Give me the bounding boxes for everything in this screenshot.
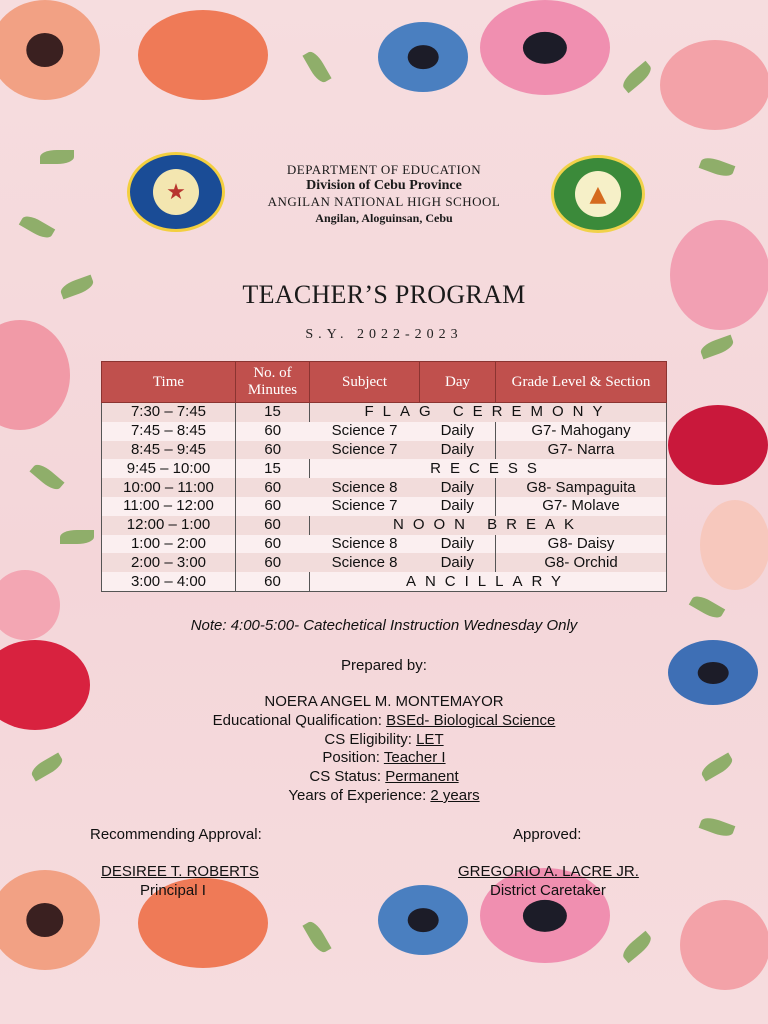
leaf-icon [302, 919, 331, 955]
section-cell: G8- Daisy [496, 535, 667, 554]
column-header-day: Day [420, 362, 496, 403]
schedule-note: Note: 4:00-5:00- Catechetical Instruction Wednesday Only [190, 617, 578, 634]
minutes-cell: 60 [236, 478, 310, 497]
table-row [102, 497, 667, 516]
column-header-section: Grade Level & Section [496, 362, 667, 403]
column-header-time: Time [102, 362, 236, 403]
time-cell: 9:45 – 10:00 [102, 459, 236, 478]
leaf-icon [29, 461, 64, 494]
leaf-icon [619, 61, 654, 94]
time-cell: 10:00 – 11:00 [102, 478, 236, 497]
flower-icon [680, 900, 768, 990]
position-label: Position: [322, 749, 384, 766]
table-row [102, 535, 667, 554]
flower-icon [0, 870, 100, 970]
table-row [102, 441, 667, 460]
activity-cell: FLAG CEREMONY [310, 403, 667, 422]
time-cell: 12:00 – 1:00 [102, 516, 236, 535]
flower-icon [480, 0, 610, 95]
recommending-title: Principal I [140, 882, 206, 899]
subject-cell: Science 7 [310, 422, 420, 441]
day-cell: Daily [420, 422, 496, 441]
qualification-line [0, 712, 768, 729]
table-row [102, 403, 667, 422]
school-year: S.Y. 2022-2023 [305, 327, 463, 342]
time-cell: 7:30 – 7:45 [102, 403, 236, 422]
leaf-icon [302, 49, 331, 85]
division-name: Division of Cebu Province [306, 178, 462, 193]
approved-name: GREGORIO A. LACRE JR. [458, 863, 639, 880]
position-value: Teacher I [383, 749, 446, 766]
eligibility-line [0, 731, 768, 748]
time-cell: 3:00 – 4:00 [102, 572, 236, 591]
section-cell: G7- Narra [496, 441, 667, 460]
leaf-icon [60, 530, 94, 544]
column-header-minutes: No. of Minutes [236, 362, 310, 403]
time-cell: 11:00 – 12:00 [102, 497, 236, 516]
subject-cell: Science 8 [310, 553, 420, 572]
day-cell: Daily [420, 441, 496, 460]
time-cell: 1:00 – 2:00 [102, 535, 236, 554]
experience-value: 2 years [430, 787, 480, 804]
time-cell: 8:45 – 9:45 [102, 441, 236, 460]
section-cell: G8- Sampaguita [496, 478, 667, 497]
column-header-subject: Subject [310, 362, 420, 403]
day-cell: Daily [420, 535, 496, 554]
prepared-by-label: Prepared by: [341, 657, 427, 674]
status-line [0, 768, 768, 785]
table-row [102, 459, 667, 478]
flower-icon [670, 220, 768, 330]
approved-label: Approved: [513, 826, 582, 843]
leaf-icon [699, 815, 736, 840]
approved-title: District Caretaker [490, 882, 606, 899]
section-cell: G7- Molave [496, 497, 667, 516]
table-row [102, 516, 667, 535]
day-cell: Daily [420, 553, 496, 572]
day-cell: Daily [420, 497, 496, 516]
subject-cell: Science 7 [310, 497, 420, 516]
experience-label: Years of Experience: [288, 787, 431, 804]
minutes-cell: 60 [236, 535, 310, 554]
recommending-approval-label: Recommending Approval: [90, 826, 262, 843]
flower-icon [660, 40, 768, 130]
leaf-icon [619, 931, 654, 964]
flower-icon [700, 500, 768, 590]
leaf-icon [19, 212, 55, 241]
page-title: TEACHER’S PROGRAM [242, 280, 526, 309]
school-address: Angilan, Aloguinsan, Cebu [315, 211, 453, 225]
table-row [102, 553, 667, 572]
day-cell: Daily [420, 478, 496, 497]
experience-line [0, 787, 768, 804]
minutes-cell: 60 [236, 553, 310, 572]
recommending-name: DESIREE T. ROBERTS [101, 863, 259, 880]
minutes-cell: 15 [236, 459, 310, 478]
status-value: Permanent [385, 768, 459, 785]
subject-cell: Science 8 [310, 478, 420, 497]
section-cell: G7- Mahogany [496, 422, 667, 441]
activity-cell: RECESS [310, 459, 667, 478]
qualification-label: Educational Qualification: [212, 712, 387, 729]
flower-icon [378, 22, 468, 92]
minutes-cell: 60 [236, 572, 310, 591]
minutes-cell: 60 [236, 497, 310, 516]
schedule-table [101, 361, 667, 592]
section-cell: G8- Orchid [496, 553, 667, 572]
status-label: CS Status: [309, 768, 386, 785]
school-seal-icon: ▲ [551, 155, 645, 233]
minutes-cell: 60 [236, 441, 310, 460]
school-name: ANGILAN NATIONAL HIGH SCHOOL [267, 194, 501, 209]
table-row [102, 478, 667, 497]
flower-icon [138, 10, 268, 100]
position-line [0, 749, 768, 766]
eligibility-value: LET [416, 731, 444, 748]
leaf-icon [699, 155, 736, 180]
table-row [102, 572, 667, 591]
minutes-cell: 15 [236, 403, 310, 422]
flower-icon [668, 405, 768, 485]
activity-cell: NOON BREAK [310, 516, 667, 535]
minutes-cell: 60 [236, 516, 310, 535]
time-cell: 7:45 – 8:45 [102, 422, 236, 441]
flower-icon [0, 0, 100, 100]
deped-seal-icon: ★ [127, 152, 225, 232]
department-name: DEPARTMENT OF EDUCATION [286, 162, 482, 177]
table-header-row [102, 362, 667, 403]
subject-cell: Science 7 [310, 441, 420, 460]
eligibility-label: CS Eligibility: [324, 731, 417, 748]
table-row [102, 422, 667, 441]
leaf-icon [40, 150, 74, 164]
time-cell: 2:00 – 3:00 [102, 553, 236, 572]
activity-cell: ANCILLARY [310, 572, 667, 591]
minutes-cell: 60 [236, 422, 310, 441]
subject-cell: Science 8 [310, 535, 420, 554]
qualification-value: BSEd- Biological Science [386, 712, 556, 729]
flower-icon [378, 885, 468, 955]
teacher-name: NOERA ANGEL M. MONTEMAYOR [264, 693, 504, 710]
